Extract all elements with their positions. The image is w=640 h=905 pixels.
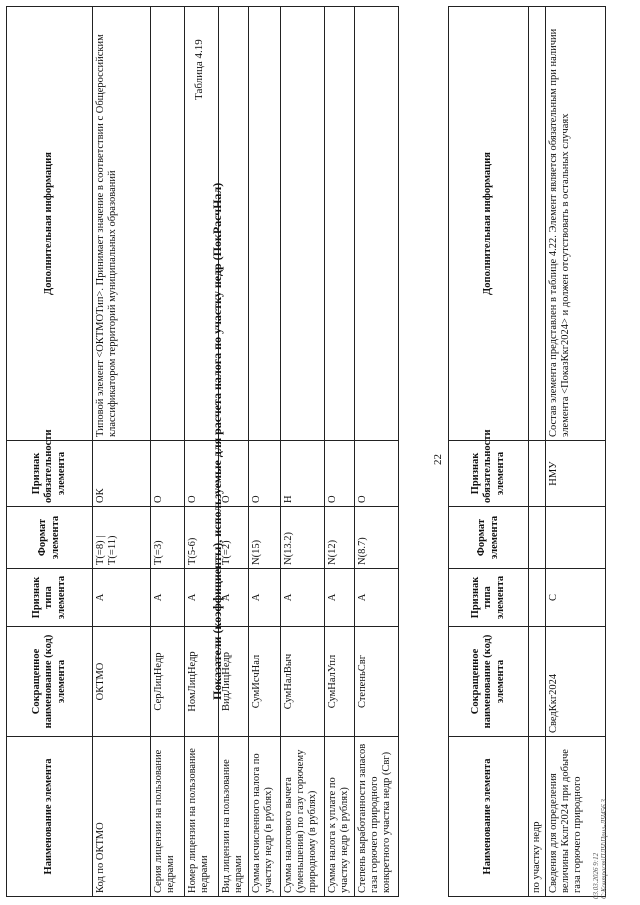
cell-required: О (249, 441, 281, 507)
cell-name: Сумма налога к уплате по участку недр (в рублях) (325, 737, 355, 897)
file-stamp (592, 699, 609, 899)
table-number: Таблица 4.19 (193, 39, 205, 100)
header-cell: Признак обязательности элемента (7, 441, 93, 507)
cell-required (529, 441, 546, 507)
table-row (281, 7, 325, 897)
header-cell: Наименование элемента (449, 737, 529, 897)
cell-required: ОК (93, 441, 151, 507)
cell-type: А (219, 569, 249, 627)
header-cell: Дополнительная информация (7, 7, 93, 441)
table-continued (448, 6, 609, 899)
cell-required: О (325, 441, 355, 507)
cell-type: А (325, 569, 355, 627)
table-row (355, 7, 399, 897)
cell-format: N(15) (249, 507, 281, 569)
cell-required: О (355, 441, 399, 507)
cell-type: А (249, 569, 281, 627)
cell-code: НомЛицНедр (185, 627, 219, 737)
stamp-line: С:Контраст\ПЛЧ\Прил-ЛЧ456.3 (600, 799, 609, 899)
cell-format: N(12) (325, 507, 355, 569)
table-row (325, 7, 355, 897)
header-cell: Наименование элемента (7, 737, 93, 897)
cell-name: Сумма исчисленного налога по участку недр (в рублях) (249, 737, 281, 897)
cell-format: T(=2) (219, 507, 249, 569)
cell-name: Вид лицензии на пользование недрами (219, 737, 249, 897)
cell-type: А (93, 569, 151, 627)
cell-format: T(=3) (151, 507, 185, 569)
cell-info (151, 7, 185, 441)
cell-format: N(13.2) (281, 507, 325, 569)
cell-name: Сумма налогового вычета (уменьшения) по газу горючему природному (в рублях) (281, 737, 325, 897)
cell-required: О (219, 441, 249, 507)
cell-name: Степень выработанности запасов газа горючего природного конкретного участка недр (Свг) (355, 737, 399, 897)
cell-format (546, 507, 606, 569)
header-cell: Признак обязательности элемента (449, 441, 529, 507)
cell-name: Номер лицензии на пользование недрами (185, 737, 219, 897)
cell-name: Сведения для определения величины Кклг2024 при добыче газа горючего природного (546, 737, 606, 897)
header-cell: Формат элемента (7, 507, 93, 569)
table-row (151, 7, 185, 897)
cell-type: С (546, 569, 606, 627)
header-cell: Сокращенное наименование (код) элемента (7, 627, 93, 737)
cell-code (529, 627, 546, 737)
cell-code: ВидЛицНедр (219, 627, 249, 737)
cell-name: Серия лицензии на пользование недрами (151, 737, 185, 897)
cell-type: А (281, 569, 325, 627)
table-row (529, 7, 546, 897)
cell-code: СерЛицНедр (151, 627, 185, 737)
cell-code: СтепеньСвг (355, 627, 399, 737)
cell-info (281, 7, 325, 441)
cell-info (249, 7, 281, 441)
cell-type: А (151, 569, 185, 627)
cell-info (355, 7, 399, 441)
cell-required: О (185, 441, 219, 507)
cell-name: по участку недр (529, 737, 546, 897)
table-4-19 (6, 6, 399, 897)
cell-format: N(8.7) (355, 507, 399, 569)
cell-type (529, 569, 546, 627)
header-cell: Сокращенное наименование (код) элемента (449, 627, 529, 737)
cell-name: Код по ОКТМО (93, 737, 151, 897)
cell-required: О (151, 441, 185, 507)
cell-type: А (355, 569, 399, 627)
table-header-row (449, 7, 529, 897)
header-cell: Признак типа элемента (7, 569, 93, 627)
stamp-line: 03.03.2026 9:12 (592, 852, 600, 899)
cell-format (529, 507, 546, 569)
cell-info: Состав элемента представлен в таблице 4.22. Элемент является обязательным при наличии элемента <ПоказКкг2024> и должен отсутствовать в остальных случаях (546, 7, 606, 441)
cell-required: Н (281, 441, 325, 507)
header-cell: Дополнительная информация (449, 7, 529, 441)
cell-code: СумНалУпл (325, 627, 355, 737)
cell-code: СумИсчНал (249, 627, 281, 737)
header-cell: Формат элемента (449, 507, 529, 569)
cell-format: T(5-6) (185, 507, 219, 569)
table-row (93, 7, 151, 897)
cell-info (529, 7, 546, 441)
table-row (249, 7, 281, 897)
cell-required: НМУ (546, 441, 606, 507)
cell-code: СведКкг2024 (546, 627, 606, 737)
header-cell: Признак типа элемента (449, 569, 529, 627)
cell-code: СумНалВыч (281, 627, 325, 737)
cell-format: T(=8) | T(=11) (93, 507, 151, 569)
table-header-row (7, 7, 93, 897)
cell-type: А (185, 569, 219, 627)
cell-info: Типовой элемент <ОКТМОТип>. Принимает значение в соответствии с Общероссийским классификатором территорий муниципальных образований (93, 7, 151, 441)
cell-code: ОКТМО (93, 627, 151, 737)
table-caption: Показатели (коэффициенты), используемые для расчета налога по участку недр (ПокРасчНал) (210, 182, 224, 700)
cell-info (325, 7, 355, 441)
page-number: 22 (432, 454, 444, 465)
